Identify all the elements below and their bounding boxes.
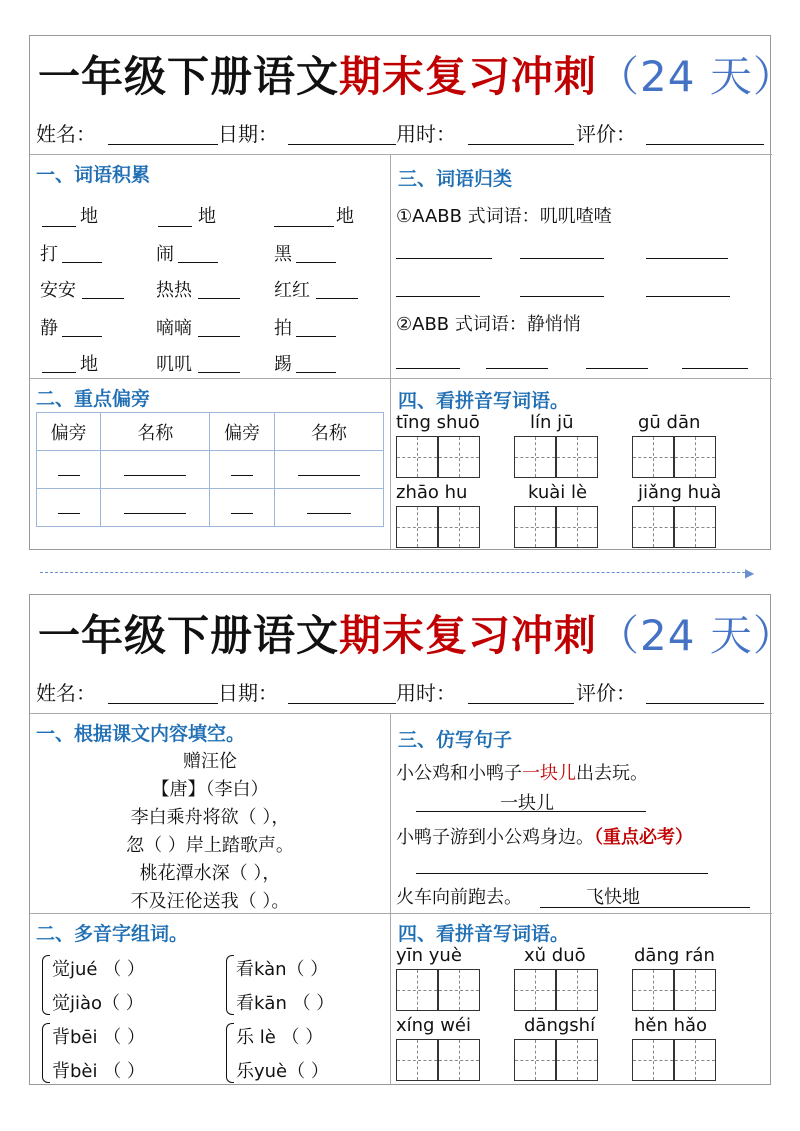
pinyin-label: xǔ duō <box>524 945 586 966</box>
pinyin-label: yīn yuè <box>396 945 462 966</box>
fill-blank[interactable] <box>198 372 240 373</box>
fill-blank[interactable] <box>274 226 334 227</box>
writing-grid[interactable] <box>632 506 716 548</box>
word-cell: 拍 <box>274 318 292 339</box>
info-row <box>36 677 766 707</box>
word-cell: 叽叽 <box>156 354 192 375</box>
divider <box>30 913 772 914</box>
writing-grid[interactable] <box>632 436 716 478</box>
word-cell: 地 <box>80 354 98 375</box>
pinyin-label: dāng rán <box>634 945 715 966</box>
table-cell[interactable] <box>37 489 101 527</box>
writing-grid[interactable] <box>396 969 480 1011</box>
name-blank[interactable] <box>108 144 218 145</box>
table-header: 名称 <box>274 413 383 451</box>
info-row <box>36 118 766 148</box>
answer-line[interactable] <box>682 368 748 369</box>
answer-hint: 一块儿 <box>500 793 554 814</box>
sheet-title: 一年级下册语文期末复习冲刺（24 天） <box>38 611 796 660</box>
pinyin-label: jiǎng huà <box>638 482 722 503</box>
word-cell: 地 <box>80 206 98 227</box>
prompt-text: ①AABB 式词语：叽叽喳喳 <box>396 206 612 227</box>
example-sentence: 小鸭子游到小公鸡身边。（重点必考） <box>396 827 693 848</box>
pinyin-label: hěn hǎo <box>634 1015 708 1036</box>
word-cell: 地 <box>336 206 354 227</box>
fill-blank[interactable] <box>82 298 124 299</box>
table-cell[interactable] <box>210 489 274 527</box>
answer-line[interactable] <box>646 296 730 297</box>
table-cell[interactable] <box>101 451 210 489</box>
time-blank[interactable] <box>468 703 574 704</box>
fill-blank[interactable] <box>198 298 240 299</box>
writing-grid[interactable] <box>514 1039 598 1081</box>
arrow-icon: ▶ <box>745 566 755 580</box>
word-cell: 踢 <box>274 354 292 375</box>
date-label: 日期： <box>218 681 278 705</box>
time-label: 用时： <box>396 681 456 705</box>
polyphone-item[interactable]: 背bèi （ ） <box>52 1061 145 1082</box>
writing-grid[interactable] <box>632 1039 716 1081</box>
brace-icon <box>226 955 234 1015</box>
word-cell: 红红 <box>274 280 310 301</box>
pinyin-label: kuài lè <box>528 482 588 503</box>
brace-icon <box>42 955 50 1015</box>
name-label: 姓名： <box>36 122 96 146</box>
name-label: 姓名： <box>36 681 96 705</box>
writing-grid[interactable] <box>632 969 716 1011</box>
word-cell: 地 <box>198 206 216 227</box>
date-label: 日期： <box>218 122 278 146</box>
answer-line[interactable] <box>396 296 480 297</box>
pinyin-label: gū dān <box>638 412 701 433</box>
answer-line[interactable] <box>396 258 492 259</box>
fill-blank[interactable] <box>178 262 218 263</box>
fill-blank[interactable] <box>296 372 336 373</box>
polyphone-item[interactable]: 觉jiào（ ） <box>52 993 144 1014</box>
section-title: 三、词语归类 <box>398 168 513 190</box>
answer-line[interactable] <box>416 873 708 874</box>
sheet-title: 一年级下册语文期末复习冲刺（24 天） <box>38 52 796 101</box>
word-cell: 打 <box>40 244 58 265</box>
writing-grid[interactable] <box>514 969 598 1011</box>
name-blank[interactable] <box>108 703 218 704</box>
eval-label: 评价： <box>576 681 636 705</box>
separator-line <box>40 572 750 573</box>
table-cell[interactable] <box>274 451 383 489</box>
pinyin-label: zhāo hu <box>396 482 468 503</box>
date-blank[interactable] <box>288 144 396 145</box>
fill-blank[interactable] <box>42 372 76 373</box>
fill-blank[interactable] <box>158 226 192 227</box>
answer-line[interactable] <box>586 368 648 369</box>
word-cell: 黑 <box>274 244 292 265</box>
section-title: 四、看拼音写词语。 <box>398 923 570 945</box>
polyphone-item[interactable]: 看kàn（ ） <box>236 959 329 980</box>
table-header: 偏旁 <box>210 413 274 451</box>
pinyin-label: dāngshí <box>524 1015 596 1036</box>
eval-label: 评价： <box>576 122 636 146</box>
word-cell: 闹 <box>156 244 174 265</box>
example-sentence: 小公鸡和小鸭子一块儿出去玩。 <box>396 763 648 784</box>
fill-blank[interactable] <box>42 226 76 227</box>
poem-line[interactable]: 不及汪伦送我（ ）。 <box>130 891 290 912</box>
fill-blank[interactable] <box>316 298 358 299</box>
writing-grid[interactable] <box>396 436 480 478</box>
answer-line[interactable] <box>520 296 604 297</box>
table-cell[interactable] <box>210 451 274 489</box>
date-blank[interactable] <box>288 703 396 704</box>
polyphone-item[interactable]: 看kān （ ） <box>236 993 335 1014</box>
fill-blank[interactable] <box>296 262 336 263</box>
pinyin-label: tīng shuō <box>396 412 480 433</box>
polyphone-item[interactable]: 觉jué （ ） <box>52 959 145 980</box>
word-cell: 嘀嘀 <box>156 318 192 339</box>
writing-grid[interactable] <box>396 506 480 548</box>
prompt-text: ②ABB 式词语：静悄悄 <box>396 314 581 335</box>
word-cell: 热热 <box>156 280 192 301</box>
answer-line[interactable] <box>646 258 728 259</box>
answer-line[interactable] <box>540 907 750 908</box>
eval-blank[interactable] <box>646 144 764 145</box>
section-title: 二、多音字组词。 <box>36 923 189 945</box>
fill-blank[interactable] <box>62 336 102 337</box>
poem-author: 【唐】（李白） <box>151 779 269 800</box>
worksheet-day-b <box>29 594 796 1085</box>
poem-line[interactable]: 桃花潭水深（ ）， <box>139 863 281 884</box>
table-header: 偏旁 <box>37 413 101 451</box>
example-sentence: 火车向前跑去。 <box>396 887 522 908</box>
table-cell[interactable] <box>101 489 210 527</box>
answer-line[interactable] <box>486 368 548 369</box>
polyphone-item[interactable]: 背bēi （ ） <box>52 1027 145 1048</box>
answer-line[interactable] <box>520 258 604 259</box>
table-cell[interactable] <box>37 451 101 489</box>
poem-line[interactable]: 忽（ ）岸上踏歌声。 <box>126 835 294 856</box>
answer-line[interactable] <box>396 368 460 369</box>
pinyin-label: xíng wéi <box>396 1015 472 1036</box>
time-label: 用时： <box>396 122 456 146</box>
section-title: 四、看拼音写词语。 <box>398 390 570 412</box>
radical-table <box>36 412 384 527</box>
polyphone-item[interactable]: 乐 lè （ ） <box>236 1027 324 1048</box>
time-blank[interactable] <box>468 144 574 145</box>
divider <box>30 378 772 379</box>
writing-grid[interactable] <box>396 1039 480 1081</box>
divider <box>390 154 391 550</box>
word-cell: 静 <box>40 318 58 339</box>
pinyin-label: lín jū <box>530 412 574 433</box>
fill-blank[interactable] <box>62 262 102 263</box>
section-title: 二、重点偏旁 <box>36 388 151 410</box>
brace-icon <box>226 1023 234 1083</box>
word-cell: 安安 <box>40 280 76 301</box>
divider <box>390 713 391 1085</box>
writing-grid[interactable] <box>514 436 598 478</box>
section-title: 一、词语积累 <box>36 164 151 186</box>
section-title: 一、根据课文内容填空。 <box>36 723 246 745</box>
polyphone-item[interactable]: 乐yuè（ ） <box>236 1061 329 1082</box>
poem-title: 赠汪伦 <box>183 751 237 772</box>
table-header: 名称 <box>101 413 210 451</box>
eval-blank[interactable] <box>646 703 764 704</box>
worksheet-day-a <box>29 35 796 550</box>
divider <box>30 154 772 155</box>
fill-blank[interactable] <box>198 336 240 337</box>
section-title: 三、仿写句子 <box>398 729 513 751</box>
divider <box>30 713 772 714</box>
fill-blank[interactable] <box>296 336 336 337</box>
writing-grid[interactable] <box>514 506 598 548</box>
brace-icon <box>42 1023 50 1083</box>
table-cell[interactable] <box>274 489 383 527</box>
poem-line[interactable]: 李白乘舟将欲（ ）， <box>130 807 290 828</box>
answer-hint: 飞快地 <box>586 887 640 908</box>
